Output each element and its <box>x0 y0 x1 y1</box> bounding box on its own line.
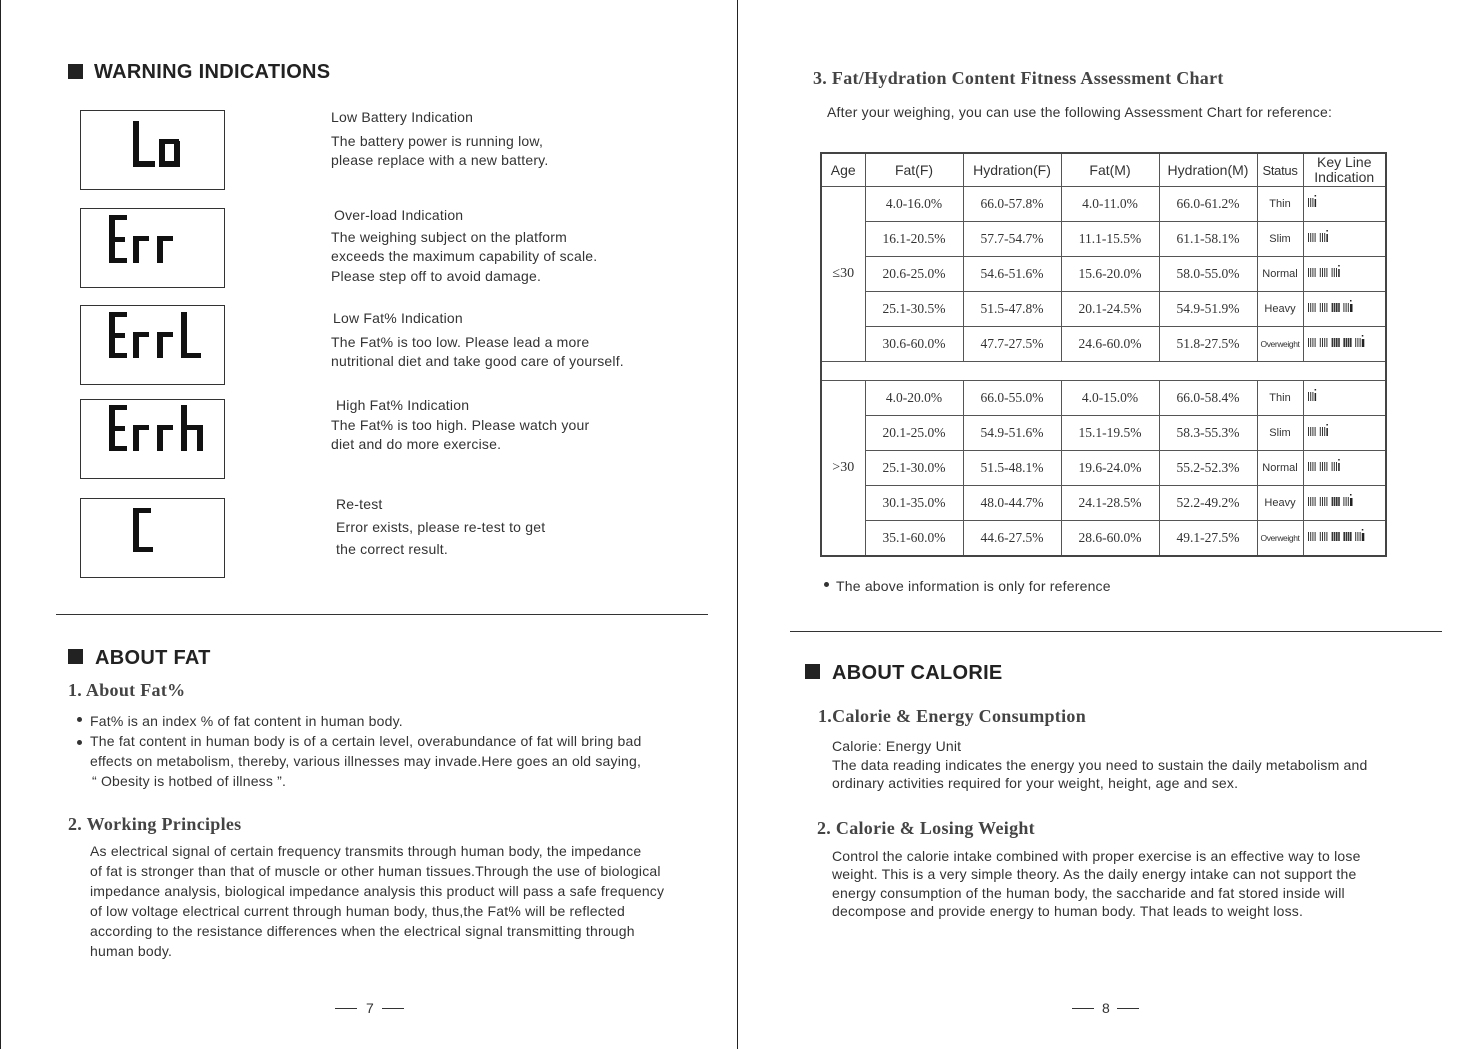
errh-title: High Fat% Indication <box>336 397 470 413</box>
err-line: exceeds the maximum capability of scale. <box>331 248 598 264</box>
hydration-m-cell: 58.3-55.3% <box>1159 416 1257 451</box>
lcd-display-retest <box>80 498 225 578</box>
fat-m-cell: 28.6-60.0% <box>1061 521 1159 557</box>
hydration-f-cell: 48.0-44.7% <box>963 486 1061 521</box>
group-spacer-row <box>821 362 1386 381</box>
table-row <box>821 451 1386 486</box>
calorie-weight-line: Control the calorie intake combined with proper exercise is an effective way to lose <box>832 848 1361 864</box>
lcd-lo-icon <box>81 111 226 191</box>
fat-f-cell: 16.1-20.5% <box>865 222 963 257</box>
fat-f-cell: 20.6-25.0% <box>865 257 963 292</box>
key-line-cell <box>1303 486 1386 521</box>
fat-bullet-2-line: “ Obesity is hotbed of illness ”. <box>92 772 287 789</box>
table-header-row <box>821 153 1386 187</box>
reference-note: The above information is only for reference <box>836 578 1111 594</box>
hydration-m-cell: 66.0-58.4% <box>1159 381 1257 416</box>
fat-f-cell: 25.1-30.5% <box>865 292 963 327</box>
table-row <box>821 327 1386 362</box>
heading-square-icon <box>805 664 820 679</box>
principles-line: human body. <box>90 943 173 959</box>
warning-heading: WARNING INDICATIONS <box>94 61 331 83</box>
lo-title: Low Battery Indication <box>331 109 474 125</box>
key-line-indicator-icon <box>1307 424 1385 438</box>
lcd-err-icon <box>81 209 226 289</box>
lo-line: The battery power is running low, <box>331 132 544 149</box>
fat-f-cell: 4.0-16.0% <box>865 187 963 222</box>
fat-m-cell: 20.1-24.5% <box>1061 292 1159 327</box>
fat-m-cell: 15.1-19.5% <box>1061 416 1159 451</box>
key-line-indicator-icon <box>1307 494 1385 508</box>
page-number-right: 8 <box>1102 1000 1110 1016</box>
header-indication-text: Indication <box>1314 169 1375 185</box>
principles-line: of low voltage electrical current through human body, thus,the Fat% will be reflected <box>90 903 626 919</box>
calorie-energy-text <box>832 737 1368 793</box>
fat-f-cell: 30.1-35.0% <box>865 486 963 521</box>
age-group-over-30 <box>821 381 1386 557</box>
assessment-intro: After your weighing, you can use the following Assessment Chart for reference: <box>827 104 1333 120</box>
header-hydration-m: Hydration(M) <box>1159 153 1257 187</box>
header-hydration-f: Hydration(F) <box>963 153 1061 187</box>
hydration-f-cell: 47.7-27.5% <box>963 327 1061 362</box>
hydration-m-cell: 51.8-27.5% <box>1159 327 1257 362</box>
assessment-table <box>820 152 1387 557</box>
page-number-dash <box>1072 1008 1094 1009</box>
working-principles-text <box>90 841 664 961</box>
bullet-icon <box>77 740 82 745</box>
errl-description <box>331 309 624 372</box>
key-line-indicator-icon <box>1307 529 1385 543</box>
hydration-m-cell: 66.0-61.2% <box>1159 187 1257 222</box>
fat-f-cell: 35.1-60.0% <box>865 521 963 557</box>
lcd-errl-icon <box>81 306 226 386</box>
table-row <box>821 486 1386 521</box>
hydration-f-cell: 57.7-54.7% <box>963 222 1061 257</box>
page-number-dash <box>1117 1008 1139 1009</box>
key-line-indicator-icon <box>1307 335 1385 349</box>
retest-title: Re-test <box>336 496 383 512</box>
lo-line: please replace with a new battery. <box>331 152 549 168</box>
header-status: Status <box>1257 153 1303 187</box>
about-fat-subheading: 1. About Fat% <box>68 680 186 700</box>
principles-line: As electrical signal of certain frequency transmits through human body, the impedance <box>90 843 642 859</box>
section-divider <box>56 614 708 615</box>
header-key-line-text: Key Line <box>1317 154 1372 170</box>
errl-line: The Fat% is too low. Please lead a more <box>331 333 590 350</box>
hydration-f-cell: 44.6-27.5% <box>963 521 1061 557</box>
header-fat-f: Fat(F) <box>865 153 963 187</box>
hydration-f-cell: 51.5-48.1% <box>963 451 1061 486</box>
page-number-left: 7 <box>366 1000 374 1016</box>
status-cell: Heavy <box>1257 292 1303 327</box>
key-line-cell <box>1303 257 1386 292</box>
lcd-display-errl <box>80 305 225 385</box>
retest-line: Error exists, please re-test to get <box>336 518 546 535</box>
errl-title: Low Fat% Indication <box>333 310 463 326</box>
errh-line: diet and do more exercise. <box>331 436 502 452</box>
lcd-display-errh <box>80 399 225 479</box>
key-line-cell <box>1303 451 1386 486</box>
heading-square-icon <box>68 64 83 79</box>
fat-bullet-2 <box>90 732 641 791</box>
status-cell: Overweight <box>1257 327 1303 362</box>
about-fat-heading: ABOUT FAT <box>95 647 211 669</box>
hydration-m-cell: 61.1-58.1% <box>1159 222 1257 257</box>
hydration-f-cell: 54.6-51.6% <box>963 257 1061 292</box>
key-line-cell <box>1303 187 1386 222</box>
hydration-f-cell: 66.0-57.8% <box>963 187 1061 222</box>
key-line-indicator-icon <box>1307 300 1385 314</box>
fat-bullet-1: Fat% is an index % of fat content in human body. <box>90 713 403 729</box>
fat-f-cell: 20.1-25.0% <box>865 416 963 451</box>
key-line-cell <box>1303 327 1386 362</box>
table-row <box>821 381 1386 416</box>
retest-line: the correct result. <box>336 541 448 557</box>
calorie-line: ordinary activities required for your weight, height, age and sex. <box>832 775 1239 792</box>
status-cell: Thin <box>1257 187 1303 222</box>
key-line-cell <box>1303 292 1386 327</box>
fat-f-cell: 30.6-60.0% <box>865 327 963 362</box>
status-cell: Thin <box>1257 381 1303 416</box>
age-group-cell: >30 <box>821 381 865 557</box>
lcd-display-err <box>80 208 225 288</box>
fat-m-cell: 19.6-24.0% <box>1061 451 1159 486</box>
bullet-icon <box>824 582 829 587</box>
header-fat-m: Fat(M) <box>1061 153 1159 187</box>
calorie-weight-line: energy consumption of the human body, the saccharide and fat stored inside will <box>832 884 1345 901</box>
fat-m-cell: 11.1-15.5% <box>1061 222 1159 257</box>
err-description <box>331 206 597 286</box>
working-principles-subheading: 2. Working Principles <box>68 814 242 834</box>
key-line-indicator-icon <box>1307 459 1385 473</box>
table-row <box>821 222 1386 257</box>
assessment-heading: 3. Fat/Hydration Content Fitness Assessment Chart <box>813 68 1224 88</box>
calorie-line: The data reading indicates the energy you need to sustain the daily metabolism and <box>832 756 1368 773</box>
status-cell: Heavy <box>1257 486 1303 521</box>
errh-description <box>331 396 589 455</box>
key-line-indicator-icon <box>1307 389 1385 403</box>
table-row <box>821 292 1386 327</box>
retest-description <box>336 495 545 560</box>
errh-line: The Fat% is too high. Please watch your <box>331 416 590 433</box>
status-cell: Slim <box>1257 222 1303 257</box>
hydration-m-cell: 49.1-27.5% <box>1159 521 1257 557</box>
fat-m-cell: 4.0-11.0% <box>1061 187 1159 222</box>
section-divider <box>790 631 1442 632</box>
lcd-errh-icon <box>81 400 226 480</box>
fat-bullet-2-line: effects on metabolism, thereby, various illnesses may invade.Here goes an old saying, <box>90 752 642 769</box>
page-number-dash <box>382 1008 404 1009</box>
table-row <box>821 521 1386 557</box>
header-key-line <box>1303 153 1386 187</box>
hydration-f-cell: 54.9-51.6% <box>963 416 1061 451</box>
calorie-energy-subheading: 1.Calorie & Energy Consumption <box>818 706 1087 726</box>
key-line-cell <box>1303 222 1386 257</box>
hydration-m-cell: 55.2-52.3% <box>1159 451 1257 486</box>
fat-f-cell: 4.0-20.0% <box>865 381 963 416</box>
status-cell: Overweight <box>1257 521 1303 557</box>
status-cell: Normal <box>1257 257 1303 292</box>
principles-line: according to the resistance differences when the electrical signal transmitting through <box>90 923 635 939</box>
principles-line: impedance analysis, biological impedance analysis this product will pass a safe frequency <box>90 883 665 899</box>
calorie-weight-line: decompose and provide energy to human body. That leads to weight loss. <box>832 902 1304 919</box>
fat-m-cell: 15.6-20.0% <box>1061 257 1159 292</box>
about-calorie-heading: ABOUT CALORIE <box>832 662 1003 684</box>
key-line-cell <box>1303 416 1386 451</box>
fat-m-cell: 24.1-28.5% <box>1061 486 1159 521</box>
calorie-weight-text <box>832 847 1361 920</box>
hydration-m-cell: 58.0-55.0% <box>1159 257 1257 292</box>
key-line-indicator-icon <box>1307 230 1385 244</box>
age-group-under-30 <box>821 187 1386 362</box>
key-line-indicator-icon <box>1307 265 1385 279</box>
errl-line: nutritional diet and take good care of yourself. <box>331 353 624 369</box>
status-cell: Normal <box>1257 451 1303 486</box>
hydration-m-cell: 54.9-51.9% <box>1159 292 1257 327</box>
key-line-indicator-icon <box>1307 195 1385 209</box>
fat-f-cell: 25.1-30.0% <box>865 451 963 486</box>
page-number-dash <box>335 1008 357 1009</box>
calorie-line: Calorie: Energy Unit <box>832 738 962 754</box>
err-title: Over-load Indication <box>334 207 464 223</box>
key-line-cell <box>1303 521 1386 557</box>
hydration-m-cell: 52.2-49.2% <box>1159 486 1257 521</box>
lcd-retest-icon <box>81 499 226 579</box>
bullet-icon <box>77 717 82 722</box>
key-line-cell <box>1303 381 1386 416</box>
hydration-f-cell: 51.5-47.8% <box>963 292 1061 327</box>
fat-m-cell: 4.0-15.0% <box>1061 381 1159 416</box>
table-row <box>821 187 1386 222</box>
table-row <box>821 257 1386 292</box>
err-line: The weighing subject on the platform <box>331 228 567 245</box>
header-age: Age <box>821 153 865 187</box>
hydration-f-cell: 66.0-55.0% <box>963 381 1061 416</box>
calorie-weight-subheading: 2. Calorie & Losing Weight <box>817 818 1035 838</box>
fat-bullet-2-line: The fat content in human body is of a certain level, overabundance of fat will bring bad <box>90 733 642 749</box>
principles-line: of fat is stronger than that of muscle or other human tissues.Through the use of biological <box>90 863 661 879</box>
err-line: Please step off to avoid damage. <box>331 267 542 284</box>
heading-square-icon <box>68 649 83 664</box>
fat-m-cell: 24.6-60.0% <box>1061 327 1159 362</box>
age-group-cell: ≤30 <box>821 187 865 362</box>
calorie-weight-line: weight. This is a very simple theory. As the daily energy intake can not support the <box>832 866 1357 883</box>
lcd-display-lo <box>80 110 225 190</box>
status-cell: Slim <box>1257 416 1303 451</box>
lo-description <box>331 108 548 171</box>
table-row <box>821 416 1386 451</box>
